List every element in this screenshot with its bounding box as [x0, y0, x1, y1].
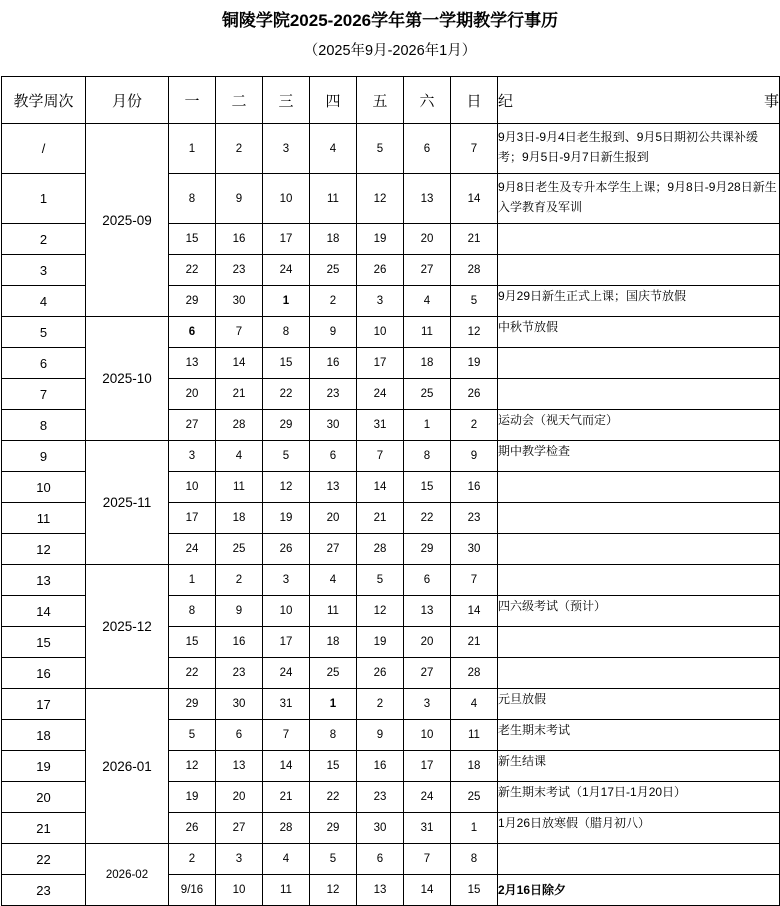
day-cell: 7 — [263, 720, 310, 751]
day-cell: 22 — [263, 379, 310, 410]
day-cell: 25 — [310, 255, 357, 286]
day-cell: 25 — [216, 534, 263, 565]
week-number-cell: 22 — [2, 844, 86, 875]
day-cell: 9/16 — [169, 875, 216, 906]
month-label-cell: 2026-02 — [86, 844, 169, 906]
day-cell: 9 — [310, 317, 357, 348]
week-number-cell: 23 — [2, 875, 86, 906]
day-cell: 10 — [357, 317, 404, 348]
day-cell: 10 — [263, 174, 310, 224]
day-cell: 1 — [451, 813, 498, 844]
day-cell: 3 — [357, 286, 404, 317]
day-cell: 16 — [310, 348, 357, 379]
week-number-cell: 2 — [2, 224, 86, 255]
day-cell: 28 — [216, 410, 263, 441]
day-cell: 6 — [404, 565, 451, 596]
header-day-fri: 五 — [357, 77, 404, 124]
week-number-cell: 16 — [2, 658, 86, 689]
day-cell: 15 — [451, 875, 498, 906]
day-cell: 13 — [169, 348, 216, 379]
day-cell: 16 — [216, 224, 263, 255]
day-cell: 6 — [357, 844, 404, 875]
day-cell: 10 — [263, 596, 310, 627]
day-cell: 12 — [451, 317, 498, 348]
day-cell: 8 — [451, 844, 498, 875]
week-number-cell: 1 — [2, 174, 86, 224]
day-cell: 21 — [451, 627, 498, 658]
day-cell: 22 — [169, 255, 216, 286]
table-row — [2, 565, 780, 596]
day-cell: 22 — [169, 658, 216, 689]
memo-cell: 老生期末考试 — [498, 720, 780, 751]
day-cell: 21 — [216, 379, 263, 410]
header-day-tue: 二 — [216, 77, 263, 124]
week-number-cell: / — [2, 124, 86, 174]
day-cell: 27 — [216, 813, 263, 844]
day-cell: 16 — [216, 627, 263, 658]
week-number-cell: 12 — [2, 534, 86, 565]
day-cell: 11 — [310, 174, 357, 224]
day-cell: 6 — [169, 317, 216, 348]
day-cell: 20 — [310, 503, 357, 534]
day-cell: 6 — [310, 441, 357, 472]
day-cell: 17 — [169, 503, 216, 534]
memo-cell — [498, 379, 780, 410]
day-cell: 5 — [310, 844, 357, 875]
day-cell: 3 — [169, 441, 216, 472]
day-cell: 22 — [404, 503, 451, 534]
day-cell: 23 — [216, 255, 263, 286]
day-cell: 14 — [451, 596, 498, 627]
day-cell: 14 — [216, 348, 263, 379]
day-cell: 9 — [357, 720, 404, 751]
day-cell: 26 — [451, 379, 498, 410]
day-cell: 8 — [169, 174, 216, 224]
day-cell: 30 — [216, 286, 263, 317]
day-cell: 12 — [263, 472, 310, 503]
day-cell: 5 — [169, 720, 216, 751]
memo-cell: 运动会（视天气而定） — [498, 410, 780, 441]
header-day-wed: 三 — [263, 77, 310, 124]
day-cell: 1 — [169, 565, 216, 596]
day-cell: 18 — [310, 627, 357, 658]
day-cell: 28 — [451, 255, 498, 286]
day-cell: 26 — [357, 658, 404, 689]
week-number-cell: 19 — [2, 751, 86, 782]
day-cell: 14 — [404, 875, 451, 906]
memo-cell: 1月26日放寒假（腊月初八） — [498, 813, 780, 844]
day-cell: 5 — [263, 441, 310, 472]
day-cell: 3 — [263, 565, 310, 596]
week-number-cell: 14 — [2, 596, 86, 627]
header-memo-right: 事 — [763, 92, 779, 110]
day-cell: 13 — [310, 472, 357, 503]
week-number-cell: 10 — [2, 472, 86, 503]
day-cell: 11 — [216, 472, 263, 503]
day-cell: 23 — [216, 658, 263, 689]
day-cell: 19 — [451, 348, 498, 379]
week-number-cell: 21 — [2, 813, 86, 844]
day-cell: 19 — [357, 627, 404, 658]
day-cell: 4 — [310, 565, 357, 596]
day-cell: 8 — [263, 317, 310, 348]
day-cell: 5 — [451, 286, 498, 317]
memo-cell: 元旦放假 — [498, 689, 780, 720]
day-cell: 1 — [263, 286, 310, 317]
day-cell: 19 — [357, 224, 404, 255]
table-row — [2, 124, 780, 174]
month-label-cell: 2025-12 — [86, 565, 169, 689]
day-cell: 26 — [263, 534, 310, 565]
day-cell: 22 — [310, 782, 357, 813]
day-cell: 10 — [404, 720, 451, 751]
memo-cell — [498, 627, 780, 658]
memo-cell: 中秋节放假 — [498, 317, 780, 348]
day-cell: 13 — [404, 174, 451, 224]
header-day-thu: 四 — [310, 77, 357, 124]
day-cell: 2 — [310, 286, 357, 317]
day-cell: 29 — [310, 813, 357, 844]
day-cell: 10 — [169, 472, 216, 503]
day-cell: 7 — [404, 844, 451, 875]
day-cell: 21 — [451, 224, 498, 255]
day-cell: 30 — [451, 534, 498, 565]
day-cell: 27 — [404, 658, 451, 689]
day-cell: 24 — [357, 379, 404, 410]
header-day-sat: 六 — [404, 77, 451, 124]
day-cell: 31 — [263, 689, 310, 720]
day-cell: 29 — [169, 689, 216, 720]
day-cell: 14 — [451, 174, 498, 224]
day-cell: 23 — [451, 503, 498, 534]
header-day-mon: 一 — [169, 77, 216, 124]
day-cell: 6 — [404, 124, 451, 174]
day-cell: 15 — [263, 348, 310, 379]
title-block — [0, 0, 780, 62]
week-number-cell: 8 — [2, 410, 86, 441]
memo-cell: 9月29日新生正式上课；国庆节放假 — [498, 286, 780, 317]
day-cell: 11 — [404, 317, 451, 348]
memo-cell: 期中教学检查 — [498, 441, 780, 472]
day-cell: 16 — [451, 472, 498, 503]
day-cell: 18 — [216, 503, 263, 534]
day-cell: 2 — [169, 844, 216, 875]
day-cell: 5 — [357, 565, 404, 596]
day-cell: 30 — [216, 689, 263, 720]
week-number-cell: 20 — [2, 782, 86, 813]
day-cell: 25 — [451, 782, 498, 813]
day-cell: 20 — [404, 224, 451, 255]
day-cell: 16 — [357, 751, 404, 782]
day-cell: 11 — [263, 875, 310, 906]
day-cell: 20 — [216, 782, 263, 813]
day-cell: 1 — [169, 124, 216, 174]
day-cell: 13 — [404, 596, 451, 627]
day-cell: 28 — [357, 534, 404, 565]
header-memo — [498, 77, 780, 124]
day-cell: 25 — [404, 379, 451, 410]
day-cell: 24 — [263, 658, 310, 689]
table-row — [2, 317, 780, 348]
day-cell: 23 — [310, 379, 357, 410]
day-cell: 12 — [357, 174, 404, 224]
day-cell: 8 — [404, 441, 451, 472]
day-cell: 7 — [357, 441, 404, 472]
day-cell: 10 — [216, 875, 263, 906]
day-cell: 25 — [310, 658, 357, 689]
week-number-cell: 3 — [2, 255, 86, 286]
day-cell: 9 — [216, 174, 263, 224]
day-cell: 2 — [216, 565, 263, 596]
table-row — [2, 844, 780, 875]
day-cell: 19 — [263, 503, 310, 534]
day-cell: 21 — [357, 503, 404, 534]
day-cell: 14 — [263, 751, 310, 782]
day-cell: 9 — [451, 441, 498, 472]
memo-cell — [498, 224, 780, 255]
day-cell: 29 — [404, 534, 451, 565]
day-cell: 26 — [357, 255, 404, 286]
day-cell: 8 — [310, 720, 357, 751]
week-number-cell: 18 — [2, 720, 86, 751]
week-number-cell: 4 — [2, 286, 86, 317]
day-cell: 20 — [169, 379, 216, 410]
day-cell: 18 — [310, 224, 357, 255]
academic-calendar-table — [1, 76, 780, 906]
day-cell: 19 — [169, 782, 216, 813]
week-number-cell: 5 — [2, 317, 86, 348]
week-number-cell: 11 — [2, 503, 86, 534]
day-cell: 1 — [310, 689, 357, 720]
day-cell: 17 — [357, 348, 404, 379]
day-cell: 4 — [310, 124, 357, 174]
day-cell: 13 — [216, 751, 263, 782]
day-cell: 3 — [404, 689, 451, 720]
day-cell: 24 — [263, 255, 310, 286]
day-cell: 29 — [263, 410, 310, 441]
table-body — [2, 124, 780, 906]
memo-cell — [498, 534, 780, 565]
day-cell: 20 — [404, 627, 451, 658]
month-label-cell: 2026-01 — [86, 689, 169, 844]
day-cell: 31 — [357, 410, 404, 441]
day-cell: 17 — [263, 627, 310, 658]
day-cell: 8 — [169, 596, 216, 627]
memo-cell: 新生期末考试（1月17日-1月20日） — [498, 782, 780, 813]
memo-cell — [498, 255, 780, 286]
header-month: 月份 — [86, 77, 169, 124]
day-cell: 24 — [404, 782, 451, 813]
day-cell: 12 — [310, 875, 357, 906]
memo-cell: 2月16日除夕 — [498, 875, 780, 906]
day-cell: 28 — [263, 813, 310, 844]
day-cell: 30 — [357, 813, 404, 844]
week-number-cell: 13 — [2, 565, 86, 596]
day-cell: 11 — [310, 596, 357, 627]
day-cell: 17 — [263, 224, 310, 255]
day-cell: 18 — [451, 751, 498, 782]
page-subtitle: （2025年9月-2026年1月） — [303, 43, 477, 59]
day-cell: 24 — [169, 534, 216, 565]
day-cell: 14 — [357, 472, 404, 503]
page-title: 铜陵学院2025-2026学年第一学期教学行事历 — [221, 11, 559, 30]
day-cell: 4 — [404, 286, 451, 317]
day-cell: 15 — [169, 224, 216, 255]
header-week: 教学周次 — [2, 77, 86, 124]
day-cell: 29 — [169, 286, 216, 317]
memo-cell: 9月8日老生及专升本学生上课；9月8日-9月28日新生入学教育及军训 — [498, 174, 780, 224]
month-label-cell: 2025-09 — [86, 124, 169, 317]
month-label-cell: 2025-10 — [86, 317, 169, 441]
day-cell: 11 — [451, 720, 498, 751]
day-cell: 7 — [451, 124, 498, 174]
day-cell: 7 — [216, 317, 263, 348]
day-cell: 23 — [357, 782, 404, 813]
day-cell: 4 — [216, 441, 263, 472]
day-cell: 2 — [216, 124, 263, 174]
day-cell: 12 — [169, 751, 216, 782]
day-cell: 15 — [404, 472, 451, 503]
day-cell: 2 — [357, 689, 404, 720]
day-cell: 1 — [404, 410, 451, 441]
memo-cell — [498, 348, 780, 379]
day-cell: 9 — [216, 596, 263, 627]
week-number-cell: 7 — [2, 379, 86, 410]
week-number-cell: 6 — [2, 348, 86, 379]
day-cell: 2 — [451, 410, 498, 441]
day-cell: 12 — [357, 596, 404, 627]
day-cell: 27 — [310, 534, 357, 565]
memo-cell: 新生结课 — [498, 751, 780, 782]
header-day-sun: 日 — [451, 77, 498, 124]
memo-cell — [498, 844, 780, 875]
header-row — [2, 77, 780, 124]
day-cell: 17 — [404, 751, 451, 782]
day-cell: 5 — [357, 124, 404, 174]
day-cell: 21 — [263, 782, 310, 813]
day-cell: 3 — [216, 844, 263, 875]
header-memo-left: 纪 — [498, 92, 514, 110]
day-cell: 27 — [404, 255, 451, 286]
week-number-cell: 9 — [2, 441, 86, 472]
memo-cell — [498, 503, 780, 534]
day-cell: 18 — [404, 348, 451, 379]
memo-cell — [498, 658, 780, 689]
day-cell: 28 — [451, 658, 498, 689]
day-cell: 3 — [263, 124, 310, 174]
day-cell: 15 — [310, 751, 357, 782]
week-number-cell: 15 — [2, 627, 86, 658]
memo-cell: 9月3日-9月4日老生报到、9月5日期初公共课补缓考；9月5日-9月7日新生报到 — [498, 124, 780, 174]
table-row — [2, 689, 780, 720]
table-row — [2, 441, 780, 472]
day-cell: 31 — [404, 813, 451, 844]
day-cell: 4 — [451, 689, 498, 720]
day-cell: 15 — [169, 627, 216, 658]
day-cell: 6 — [216, 720, 263, 751]
memo-cell — [498, 565, 780, 596]
week-number-cell: 17 — [2, 689, 86, 720]
day-cell: 7 — [451, 565, 498, 596]
day-cell: 30 — [310, 410, 357, 441]
day-cell: 4 — [263, 844, 310, 875]
day-cell: 13 — [357, 875, 404, 906]
memo-cell — [498, 472, 780, 503]
day-cell: 27 — [169, 410, 216, 441]
memo-cell: 四六级考试（预计） — [498, 596, 780, 627]
month-label-cell: 2025-11 — [86, 441, 169, 565]
day-cell: 26 — [169, 813, 216, 844]
table-header — [2, 77, 780, 124]
